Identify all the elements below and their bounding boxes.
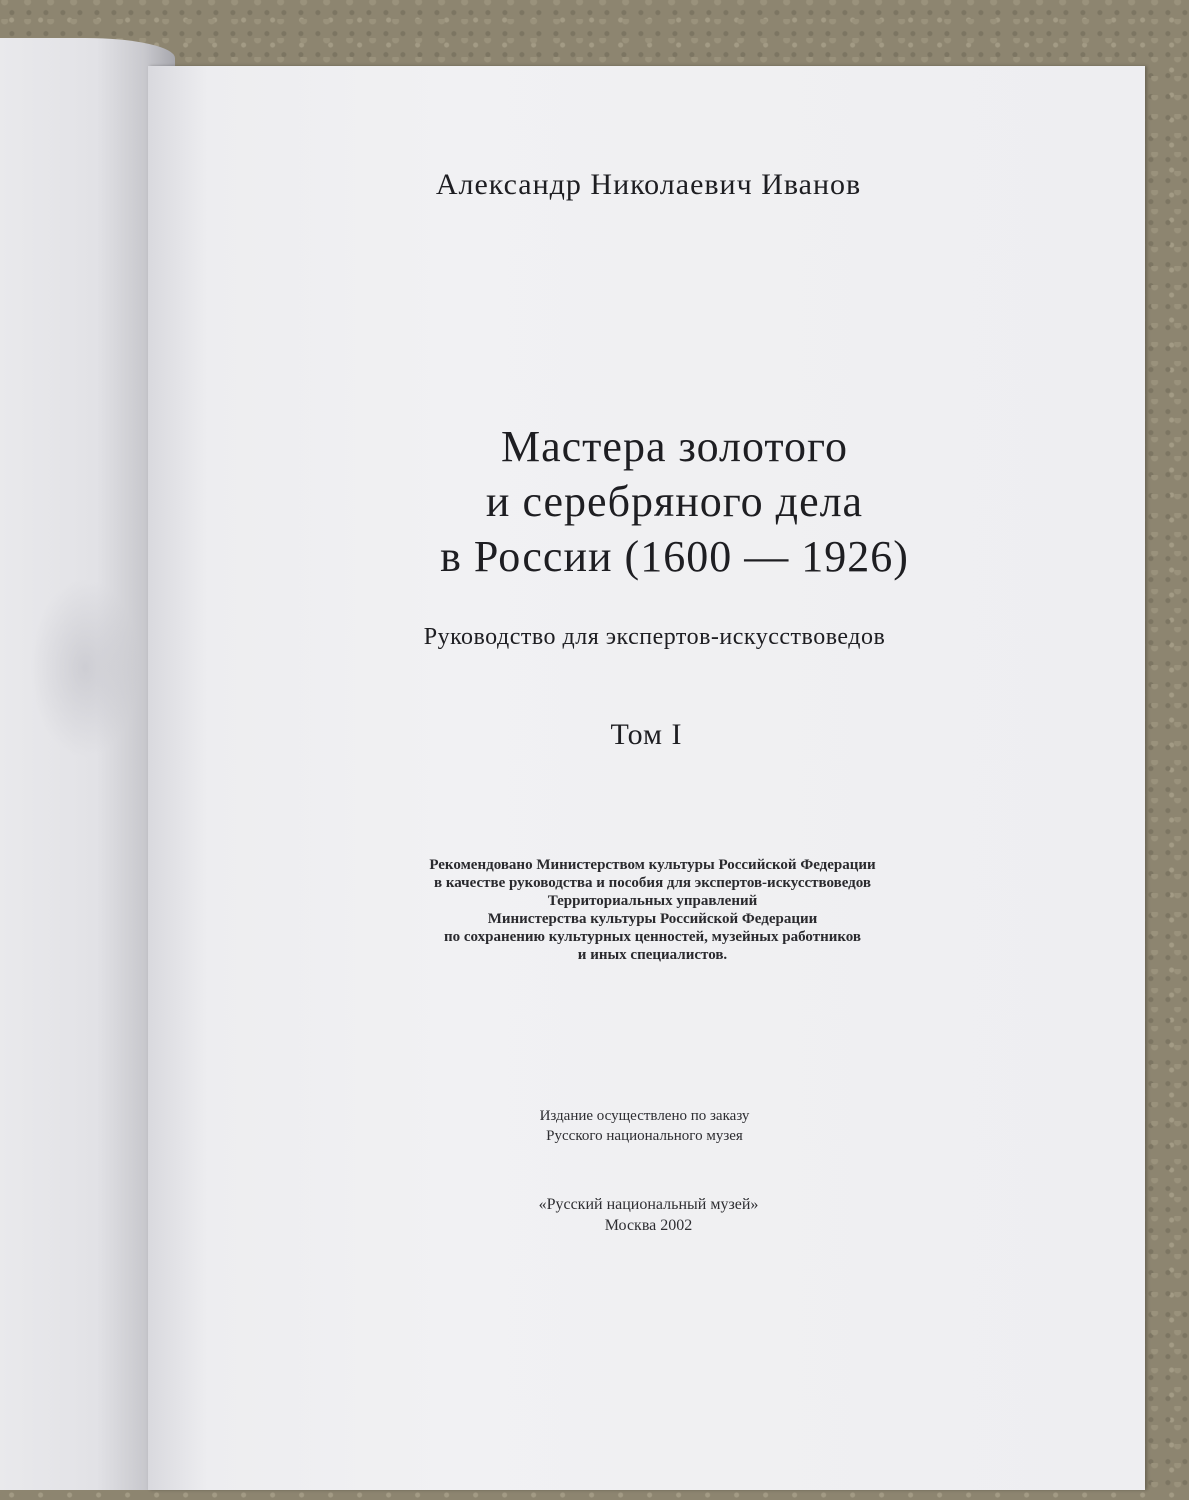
commission-line: Издание осуществлено по заказу (539, 1108, 750, 1124)
commission-note (146, 1106, 1143, 1146)
recommendation-line: по сохранению культурных ценностей, музейных работников (443, 929, 862, 945)
publisher-imprint (150, 1194, 1147, 1236)
title-line: и серебряного дела (485, 477, 864, 526)
recommendation-line: Министерства культуры Российской Федерации (487, 911, 818, 927)
publisher-name: «Русский национальный музей» (538, 1196, 759, 1213)
recommendation-note (154, 856, 1151, 964)
book-subtitle: Руководство для экспертов-искусствоведов (423, 624, 886, 650)
recommendation-line: Территориальных управлений (547, 893, 758, 909)
recommendation-line: Рекомендовано Министерством культуры Российской Федерации (429, 857, 876, 873)
volume-number: Том I (610, 718, 683, 751)
title-line: в России (1600 — 1926) (440, 532, 909, 581)
commission-line: Русского национального музея (546, 1128, 743, 1144)
title-line: Мастера золотого (501, 422, 848, 471)
title-page (148, 66, 1145, 1490)
author-name: Александр Николаевич Иванов (435, 168, 862, 201)
book-title (176, 419, 1173, 584)
publication-place-year: Москва 2002 (604, 1217, 693, 1234)
recommendation-line: в качестве руководства и пособия для экспертов-искусствоведов (433, 875, 871, 891)
recommendation-line: и иных специалистов. (577, 947, 728, 963)
